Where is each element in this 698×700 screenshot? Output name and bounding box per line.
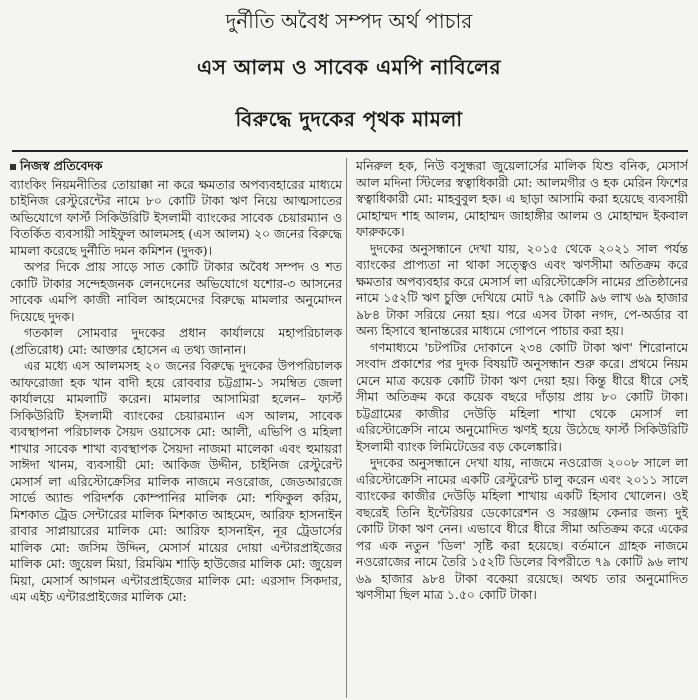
paragraph: গণমাধ্যমে 'চটপটির দোকানে ২৩৪ কোটি টাকা ঋণ' শিরোনামে সংবাদ প্রকাশের পর দুদক বিষয়টি অনুসন্ধান শুরু করে। প্রথমে নিয়ম মেনে মাত্র কয়েক কোটি টাকা ঋণ দেয়া হয়। কিন্তু ধীরে ধীরে সেই সীমা অতিক্রম করে কয়েক বছরে দাঁড়ায় প্রায় ৮০ কোটি টাকা। চট্টগ্রামের কাজীর দেউড়ি মহিলা শাখা থেকে মেসার্স লা এরিস্টোক্রেসি নামে অনুমোদিত ঋণই হয়ে উঠেছে ফার্স্ট সিকিউরিটি ইসলামী ব্যাংক লিমিটেডের বড় কেলেঙ্কারি। — [356, 340, 688, 454]
column-separator — [346, 158, 347, 698]
right-column — [356, 158, 688, 698]
bullet-square-icon — [10, 164, 16, 170]
headline-divider — [12, 150, 688, 152]
paragraph: দুদকের অনুসন্ধানে দেখা যায়, নাজমে নওরোজ ২০০৮ সালে লা এরিস্টোক্রেসি নামের একটি রেস্টুরেন্ট চালু করেন এবং ২০১১ সালে ব্যাংকের কাজীর দেউড়ি মহিলা শাখায় একটি হিসাব খোলেন। ওই বছরেই তিনি ইন্টেরিয়র ডেকোরেশন ও সরঞ্জাম কেনার জন্য দুই কোটি টাকা ঋণ নেন। এভাবে ধীরে ধীরে সীমা অতিক্রম করে একের পর এক নতুন 'ডিল' সৃষ্টি করা হয়েছে। বর্তমানে গ্রাহক নাজমে নওরোজের নামে তৈরি ১৫২টি ডিলের বিপরীতে ৭৯ কোটি ৯৬ লাখ ৬৯ হাজার ৯৮৪ টাকা বকেয়া রয়েছে। অথচ তার অনুমোদিত ঋণসীমা ছিল মাত্র ১.৫০ কোটি টাকা। — [356, 456, 688, 602]
paragraph: ব্যাংকিং নিয়মনীতির তোয়াক্কা না করে ক্ষমতার অপব্যবহারের মাধ্যমে চাইনিজ রেস্টুরেন্টের নামে ৮০ কোটি টাকা ঋণ নিয়ে আত্মসাতের অভিযোগে ফার্স্ট সিকিউরিটি ইসলামী ব্যাংকের সাবেক চেয়ারম্যান ও বিতর্কিত ব্যবসায়ী সাইফুল আলমসহ (এস আলম) ২০ জনের বিরুদ্ধে মামলা করেছে দুর্নীতি দমন কমিশন (দুদক)। — [10, 177, 342, 258]
byline-text: নিজস্ব প্রতিবেদক — [20, 158, 103, 173]
paragraph: অপর দিকে প্রায় সাড়ে সাত কোটি টাকার অবৈধ সম্পদ ও শত কোটি টাকার সন্দেহজনক লেনদেনের অভিযোগে যশোর-৩ আসনের সাবেক এমপি কাজী নাবিল আহমেদের বিরুদ্ধে মামলার অনুমোদন দিয়েছে দুদক। — [10, 260, 342, 324]
paragraph: গতকাল সোমবার দুদকের প্রধান কার্যালয়ে মহাপরিচালক (প্রতিরোধ) মো: আক্তার হোসেন এ তথ্য জানান। — [10, 326, 342, 357]
byline — [10, 158, 342, 175]
paragraph: দুদকের অনুসন্ধানে দেখা যায়, ২০১৫ থেকে ২০২১ সাল পর্যন্ত ব্যাংকের প্রাপ্যতা না থাকা সত্ত্বেও এবং ঋণসীমা অতিক্রম করে ক্ষমতার অপব্যবহার করে মেসার্স লা এরিস্টোক্রেসি নামের প্রতিষ্ঠানের নামে ১৫২টি ঋণ চুক্তি দেখিয়ে মোট ৭৯ কোটি ৯৬ লাখ ৬৯ হাজার ৯৮৪ টাকা সরিয়ে নেয়া হয়। পরে এসব টাকা নগদ, পে-অর্ডার বা অন্য হিসাবে স্থানান্তরের মাধ্যমে গোপনে পাচার করা হয়। — [356, 241, 688, 338]
headline-line-1: এস আলম ও সাবেক এমপি নাবিলের — [196, 55, 502, 79]
left-column — [10, 158, 342, 698]
kicker: দুর্নীতি অবৈধ সম্পদ অর্থ পাচার — [225, 9, 473, 33]
paragraph: মনিরুল হক, নিউ বসুন্ধরা জুয়েলার্সের মালিক যিশু বনিক, মেসার্স আল মদিনা স্টিলের স্বত্বাধিকারী মো: আলমগীর ও হক মেরিন ফিশের স্বত্বাধিকারী মো: মাহবুবুল হক। এ ছাড়া আসামি করা হয়েছে ব্যবসায়ী মোহাম্মদ শাহ আলম, মোহাম্মদ জাহাঙ্গীর আলম ও মোহাম্মদ ইকবাল ফারুককে। — [356, 159, 688, 239]
headline-line-2: বিরুদ্ধে দুদকের পৃথক মামলা — [235, 107, 463, 131]
paragraph: এর মধ্যে এস আলমসহ ২০ জনের বিরুদ্ধে দুদকের উপপরিচালক আফরোজা হক খান বাদী হয়ে রোববার চট্টগ্রাম-১ সমম্বিত জেলা কার্যালয়ে মামলাটি করেন। মামলার আসামিরা হলেন– ফার্স্ট সিকিউরিটি ইসলামী ব্যাংকের চেয়ারম্যান এস আলম, সাবেক ব্যবস্থাপনা পরিচালক সৈয়দ ওয়াসেক মো: আলী, এভিপি ও মহিলা শাখার সাবেক শাখা ব্যবস্থাপক সৈয়দা নাজমা মালেকা এবং হুমায়রা সাঈদা খানম, ব্যবসায়ী মো: আকিজ উদ্দীন, চাইনিজ রেস্টুরেন্ট মেসার্স লা এরিস্টোক্রেসির মালিক নাজমে নওরোজ, জেডআরজে সার্ভে অ্যান্ড পরিদর্শক কোম্পানির মালিক মো: শফিকুল করিম, মিশকাত ট্রেড সেন্টারের মালিক মিশকাত আহমেদ, আরিফ হাসনাইন রাবার সাপ্লায়ারের মালিক মো: আরিফ হাসনাইন, নূর ট্রেডার্সের মালিক মো: জসিম উদ্দিন, মেসার্স মায়ের দোয়া এন্টারপ্রাইজের মালিক মো: জুয়েল মিয়া, রিমঝিম শাড়ি হাউজের মালিক মো: জুয়েল মিয়া, মেসার্স আগমন এন্টারপ্রাইজের মালিক মো: এরসাদ সিকদার, এম এইচ এন্টারপ্রাইজের মালিক মো: — [10, 359, 342, 604]
